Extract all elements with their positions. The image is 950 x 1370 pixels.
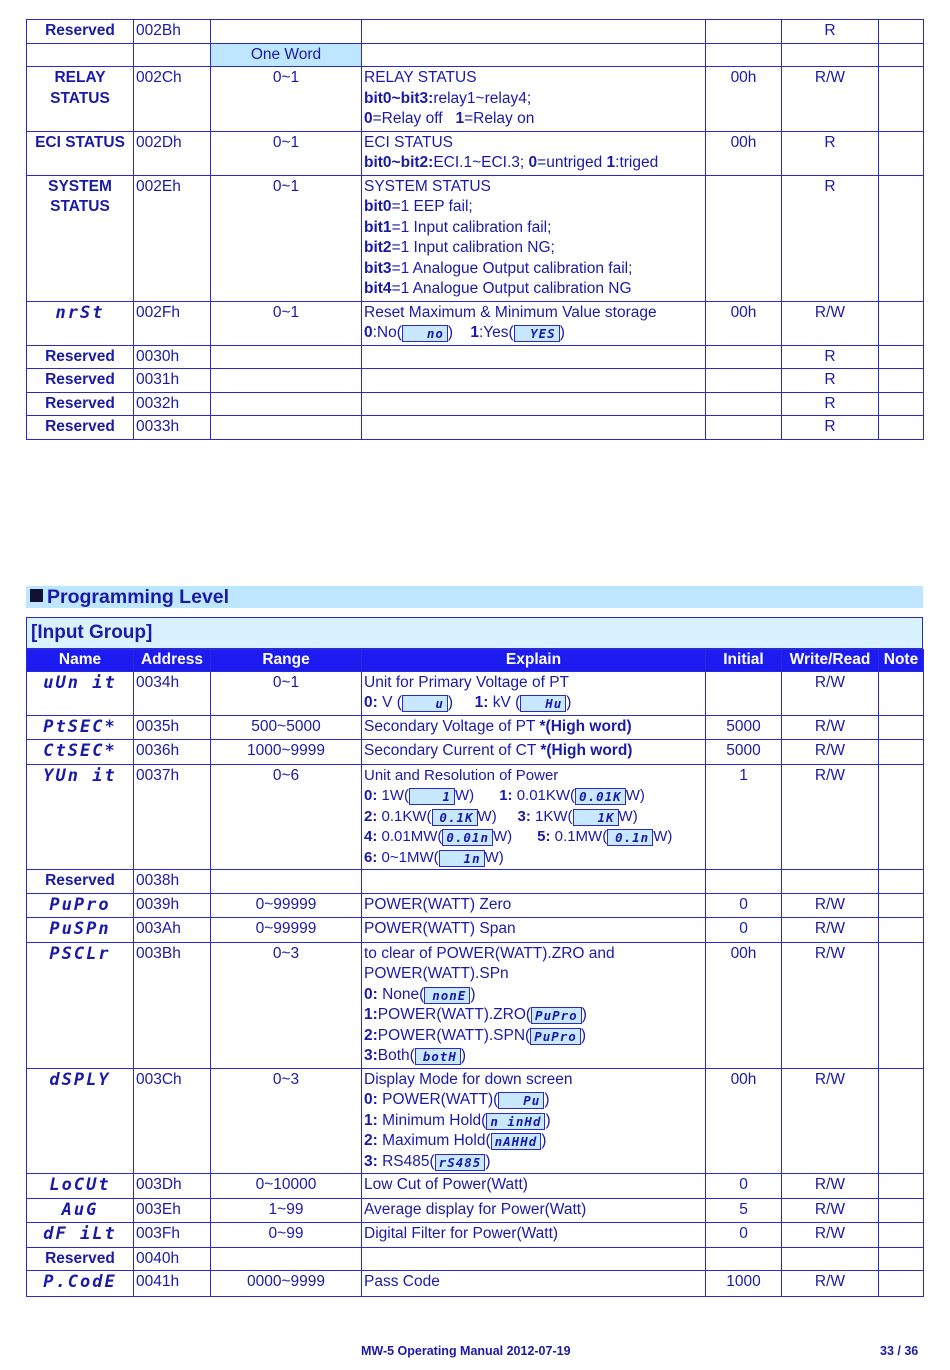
reg-address: 0034h	[134, 671, 211, 715]
reg-initial: 5000	[706, 715, 782, 740]
col-header-name: Name	[27, 650, 134, 672]
lcd-name: nrSt	[55, 302, 105, 323]
lcd-name: dF iLt	[43, 1224, 117, 1244]
reg-address: 0035h	[134, 715, 211, 740]
lcd-display: 1	[409, 788, 455, 805]
reg-range: 0~10000	[211, 1174, 362, 1199]
table-row	[27, 67, 924, 132]
lcd-display: 0.01K	[575, 788, 626, 805]
reg-initial: 5000	[706, 740, 782, 765]
table-row	[27, 345, 924, 369]
reg-initial: 0	[706, 893, 782, 918]
lcd-name: PtSEC*	[43, 716, 117, 737]
table-row	[27, 740, 924, 765]
reg-explain: RELAY STATUS bit0~bit3:relay1~relay4; 0=Relay off 1=Relay on	[362, 67, 706, 132]
reg-explain: POWER(WATT) Zero	[362, 893, 706, 918]
table-row	[27, 715, 924, 740]
reg-rw: R	[782, 392, 879, 416]
reg-address: 003Eh	[134, 1198, 211, 1223]
reg-explain: Average display for Power(Watt)	[362, 1198, 706, 1223]
reg-range: 0~99	[211, 1223, 362, 1248]
reg-address: 0036h	[134, 740, 211, 765]
reg-initial: 00h	[706, 67, 782, 132]
reg-explain: Display Mode for down screen 0: POWER(WATT)( Pu ) 1: Minimum Hold( n inHd ) 2: Maximum Hold( nAHHd ) 3: RS485( rS485 )	[362, 1068, 706, 1174]
reg-rw: R	[782, 416, 879, 440]
reg-range: 0~1	[211, 131, 362, 175]
reg-rw: R/W	[782, 740, 879, 765]
lcd-display: n inHd	[486, 1113, 545, 1130]
reg-explain: Unit and Resolution of Power 0: 1W( 1 W) 1: 0.01KW( 0.01K W) 2: 0.1KW( 0.1K W) 3: 1KW( 1K W) 4: 0.01MW( 0.01n W) 5: 0.1MW( 0.1n W) 6: 0~1MW( 1n W)	[362, 764, 706, 870]
input-group-table	[26, 649, 924, 1297]
reg-address: 002Dh	[134, 131, 211, 175]
table-row	[27, 369, 924, 393]
reg-rw: R/W	[782, 1223, 879, 1248]
reg-address: 003Ch	[134, 1068, 211, 1174]
lcd-name: CtSEC*	[43, 741, 117, 761]
reg-range: 0~6	[211, 764, 362, 870]
reg-rw: R/W	[782, 1068, 879, 1174]
group-title: [Input Group]	[26, 617, 923, 649]
reg-rw: R/W	[782, 671, 879, 715]
reg-initial: 1000	[706, 1271, 782, 1297]
status-register-table	[26, 19, 924, 440]
reg-range: 1~99	[211, 1198, 362, 1223]
reg-explain: POWER(WATT) Span	[362, 918, 706, 943]
reg-address: 003Fh	[134, 1223, 211, 1248]
lcd-display: no	[402, 325, 448, 342]
table-row	[27, 918, 924, 943]
reg-range: 0~99999	[211, 918, 362, 943]
reg-initial: 00h	[706, 1068, 782, 1174]
reg-explain: Reset Maximum & Minimum Value storage 0:No( no ) 1:Yes( YES )	[362, 301, 706, 345]
lcd-display: Hu	[520, 695, 566, 712]
reg-address: 0033h	[134, 416, 211, 440]
lcd-display: YES	[514, 325, 560, 342]
reg-explain: Secondary Voltage of PT *(High word)	[362, 715, 706, 740]
reg-rw: R/W	[782, 301, 879, 345]
lcd-name: uUn it	[43, 672, 117, 693]
reg-address: 0039h	[134, 893, 211, 918]
reg-name: ECI STATUS	[27, 131, 134, 175]
table-row	[27, 764, 924, 870]
reg-initial: 00h	[706, 942, 782, 1068]
table-row	[27, 1068, 924, 1174]
table-row	[27, 20, 924, 44]
reg-initial: 5	[706, 1198, 782, 1223]
reg-rw: R/W	[782, 715, 879, 740]
reg-rw: R	[782, 175, 879, 301]
reg-range: 0000~9999	[211, 1271, 362, 1297]
reg-address: 002Bh	[134, 20, 211, 44]
reg-range: 0~3	[211, 942, 362, 1068]
reg-name: Reserved	[27, 345, 134, 369]
reg-name: RELAY STATUS	[27, 67, 134, 132]
reg-explain: Low Cut of Power(Watt)	[362, 1174, 706, 1199]
reg-rw: R	[782, 369, 879, 393]
reg-explain: Digital Filter for Power(Watt)	[362, 1223, 706, 1248]
lcd-name: AuG	[61, 1199, 99, 1220]
lcd-display: 0.1K	[432, 809, 478, 826]
reg-name: Reserved	[27, 369, 134, 393]
reg-address: 0041h	[134, 1271, 211, 1297]
reg-initial: 0	[706, 1174, 782, 1199]
lcd-display: PuPro	[530, 1028, 581, 1045]
table-row	[27, 1247, 924, 1271]
table-row	[27, 416, 924, 440]
reg-range: 0~3	[211, 1068, 362, 1174]
col-header-initial: Initial	[706, 650, 782, 672]
reg-rw: R/W	[782, 1174, 879, 1199]
reg-name: Reserved	[27, 416, 134, 440]
reg-rw: R/W	[782, 918, 879, 943]
reg-range: 0~1	[211, 671, 362, 715]
table-row	[27, 392, 924, 416]
reg-rw: R/W	[782, 942, 879, 1068]
reg-range: 0~99999	[211, 893, 362, 918]
table-row	[27, 43, 924, 67]
lcd-display: 1n	[439, 850, 485, 867]
footer-manual-title: MW-5 Operating Manual 2012-07-19	[361, 1344, 571, 1358]
reg-initial: 0	[706, 918, 782, 943]
reg-initial: 00h	[706, 131, 782, 175]
reg-rw: R/W	[782, 67, 879, 132]
lcd-display: Pu	[498, 1092, 544, 1109]
table-row	[27, 942, 924, 1068]
reg-rw: R	[782, 345, 879, 369]
reg-address: 0040h	[134, 1247, 211, 1271]
reg-explain: Secondary Current of CT *(High word)	[362, 740, 706, 765]
table-row	[27, 1174, 924, 1199]
table-row	[27, 870, 924, 894]
table-row	[27, 301, 924, 345]
reg-rw: R	[782, 131, 879, 175]
reg-range: 0~1	[211, 175, 362, 301]
lcd-display: nonE	[424, 987, 470, 1004]
reg-address: 0031h	[134, 369, 211, 393]
reg-name: Reserved	[27, 870, 134, 894]
reg-address: 0032h	[134, 392, 211, 416]
lcd-display: 1K	[573, 809, 619, 826]
lcd-name: PuSPn	[49, 919, 111, 939]
reg-address: 0038h	[134, 870, 211, 894]
lcd-display: u	[402, 695, 448, 712]
col-header-range: Range	[211, 650, 362, 672]
table-row	[27, 175, 924, 301]
reg-initial: 00h	[706, 301, 782, 345]
reg-address: 0037h	[134, 764, 211, 870]
reg-explain: Unit for Primary Voltage of PT 0: V ( u ) 1: kV ( Hu )	[362, 671, 706, 715]
reg-address: 002Ch	[134, 67, 211, 132]
lcd-display: PuPro	[531, 1007, 582, 1024]
reg-name: Reserved	[27, 1247, 134, 1271]
table-row	[27, 671, 924, 715]
reg-rw: R/W	[782, 1198, 879, 1223]
reg-range: 500~5000	[211, 715, 362, 740]
square-bullet-icon	[30, 589, 43, 602]
col-header-address: Address	[134, 650, 211, 672]
table-row	[27, 131, 924, 175]
reg-rw: R/W	[782, 893, 879, 918]
lcd-name: dSPLY	[49, 1069, 111, 1090]
reg-rw: R/W	[782, 1271, 879, 1297]
reg-address: 003Bh	[134, 942, 211, 1068]
reg-name: SYSTEM STATUS	[27, 175, 134, 301]
reg-explain: to clear of POWER(WATT).ZRO and POWER(WATT).SPn 0: None( nonE ) 1:POWER(WATT).ZRO( PuPro ) 2:POWER(WATT).SPN( PuPro ) 3:Both( botH )	[362, 942, 706, 1068]
lcd-name: YUn it	[43, 765, 117, 786]
lcd-name: P.CodE	[43, 1272, 117, 1292]
col-header-explain: Explain	[362, 650, 706, 672]
reg-name: Reserved	[27, 20, 134, 44]
reg-address: 002Fh	[134, 301, 211, 345]
table-row	[27, 1223, 924, 1248]
reg-rw: R	[782, 20, 879, 44]
reg-range: 0~1	[211, 67, 362, 132]
lcd-display: rS485	[435, 1154, 486, 1171]
footer-page-number: 33 / 36	[880, 1344, 919, 1358]
reg-explain: SYSTEM STATUS bit0=1 EEP fail; bit1=1 Input calibration fail; bit2=1 Input calibration NG; bit3=1 Analogue Output calibration fail; bit4=1 Analogue Output calibration NG	[362, 175, 706, 301]
table-row	[27, 1271, 924, 1297]
lcd-display: 0.1n	[607, 829, 653, 846]
col-header-write-read: Write/Read	[782, 650, 879, 672]
reg-rw: R/W	[782, 764, 879, 870]
reg-explain: ECI STATUS bit0~bit2:ECI.1~ECI.3; 0=untriged 1:triged	[362, 131, 706, 175]
reg-address: 003Ah	[134, 918, 211, 943]
reg-name: Reserved	[27, 392, 134, 416]
reg-address: 002Eh	[134, 175, 211, 301]
reg-explain: Pass Code	[362, 1271, 706, 1297]
reg-range: One Word	[211, 43, 362, 67]
reg-initial: 1	[706, 764, 782, 870]
lcd-display: 0.01n	[442, 829, 493, 846]
lcd-display: nAHHd	[491, 1133, 542, 1150]
section-title: Programming Level	[26, 586, 923, 608]
reg-address: 0030h	[134, 345, 211, 369]
table-header-row	[27, 650, 924, 672]
lcd-display: botH	[415, 1048, 461, 1065]
lcd-name: PuPro	[49, 894, 111, 915]
lcd-name: LoCUt	[49, 1175, 111, 1195]
reg-range: 1000~9999	[211, 740, 362, 765]
reg-address: 003Dh	[134, 1174, 211, 1199]
table-row	[27, 893, 924, 918]
col-header-note: Note	[879, 650, 924, 672]
reg-range: 0~1	[211, 301, 362, 345]
table-row	[27, 1198, 924, 1223]
lcd-name: PSCLr	[49, 943, 111, 964]
reg-initial: 0	[706, 1223, 782, 1248]
